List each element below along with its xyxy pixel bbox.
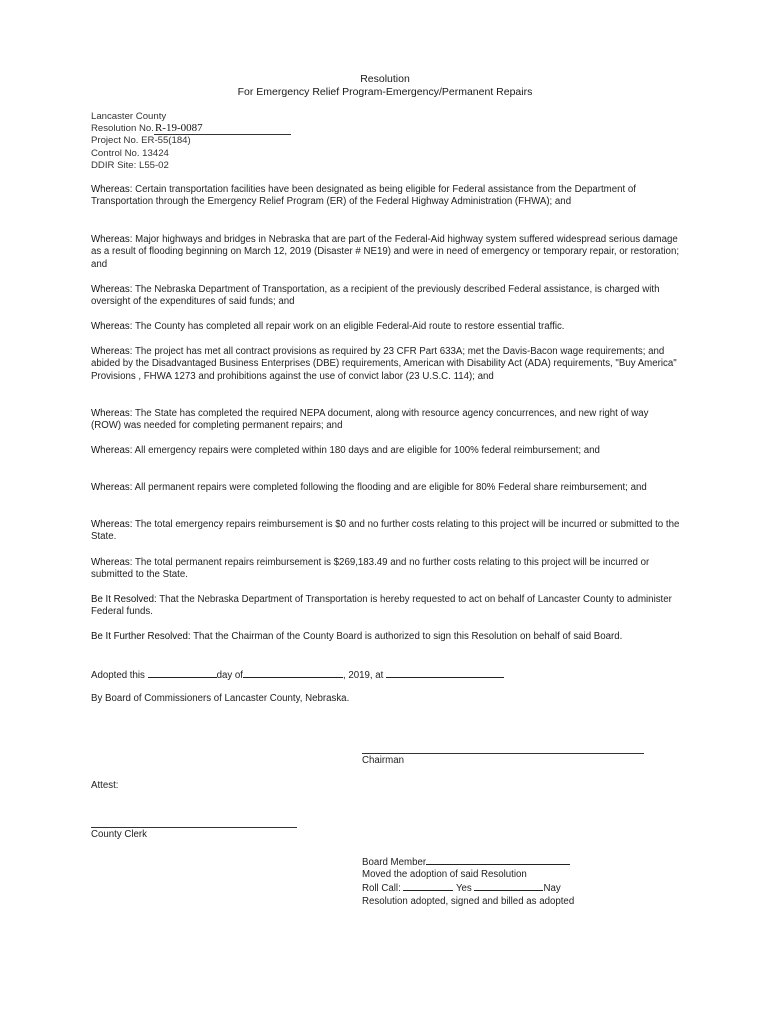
board-member-label: Board Member — [362, 857, 427, 868]
resolution-label: Resolution No. — [91, 123, 154, 135]
adopted-day-blank[interactable] — [148, 668, 217, 678]
board-commissioners-line: By Board of Commissioners of Lancaster County, Nebraska. — [91, 693, 350, 704]
paragraph-text: Major highways and bridges in Nebraska that are part of the Federal-Aid highway system suffered widespread serious damage as a result of flooding beginning on March 12, 2019 (Disaster # NE19) and were in need of emergency or temporary repair, or restoration; and — [91, 234, 680, 270]
paragraph-whereas-10 — [91, 557, 681, 582]
adopted-year: , 2019, at — [342, 670, 387, 681]
document-subtitle: For Emergency Relief Program-Emergency/Permanent Repairs — [237, 86, 533, 98]
paragraph-be-it-further-resolved — [91, 631, 681, 643]
paragraph-lead: Whereas: — [91, 234, 133, 245]
board-member-blank[interactable] — [426, 855, 570, 865]
resolution-number: R-19-0087 — [154, 123, 291, 135]
paragraph-whereas-9 — [91, 519, 681, 544]
paragraph-text: The total permanent repairs reimbursement is $269,183.49 and no further costs relating to this project will be incurred or submitted to the State. — [91, 557, 650, 581]
yes-label: Yes — [453, 883, 475, 895]
paragraph-whereas-5 — [91, 346, 681, 383]
chairman-label: Chairman — [362, 755, 404, 766]
paragraph-text: The County has completed all repair work on an eligible Federal-Aid route to restore essential traffic. — [132, 321, 565, 332]
nay-label: Nay — [543, 883, 561, 895]
ddir-site: DDIR Site: L55-02 — [91, 159, 169, 171]
county-clerk-label: County Clerk — [91, 829, 147, 840]
adopted-location-blank[interactable] — [386, 668, 504, 678]
chairman-signature-line[interactable] — [362, 753, 644, 754]
adopted-month-blank[interactable] — [243, 668, 343, 678]
roll-call-row — [362, 881, 574, 895]
paragraph-whereas-6 — [91, 408, 681, 433]
county-clerk-signature-line[interactable] — [91, 827, 297, 828]
document-title: Resolution — [360, 73, 410, 85]
paragraph-whereas-8 — [91, 482, 681, 494]
paragraph-lead: Whereas: — [91, 519, 133, 530]
roll-call-yes-blank[interactable] — [403, 881, 453, 891]
adopted-day-of: day of — [216, 670, 243, 681]
paragraph-whereas-3 — [91, 284, 681, 309]
paragraph-lead: Whereas: — [91, 346, 133, 357]
resolution-adopted-text: Resolution adopted, signed and billed as adopted — [362, 895, 575, 907]
adopted-prefix: Adopted this — [91, 670, 148, 681]
paragraph-text: That the Chairman of the County Board is authorized to sign this Resolution on behalf of said Board. — [190, 631, 623, 642]
paragraph-text: The Nebraska Department of Transportation, as a recipient of the previously described Federal assistance, is charged with oversight of the expenditures of said funds; and — [91, 284, 660, 308]
paragraph-whereas-1 — [91, 184, 681, 209]
paragraph-lead: Whereas: — [91, 408, 133, 419]
paragraph-text: All emergency repairs were completed within 180 days and are eligible for 100% federal reimbursement; and — [132, 445, 600, 456]
paragraph-be-it-resolved — [91, 594, 681, 619]
roll-call-nay-blank[interactable] — [474, 881, 543, 891]
moved-adoption-text: Moved the adoption of said Resolution — [362, 869, 527, 881]
paragraph-lead: Whereas: — [91, 284, 133, 295]
roll-call-block — [362, 855, 574, 908]
county-name: Lancaster County — [91, 111, 167, 122]
roll-call-label: Roll Call: — [362, 883, 404, 895]
paragraph-lead: Be It Resolved: — [91, 594, 157, 605]
paragraph-whereas-2 — [91, 234, 681, 271]
paragraph-text: The total emergency repairs reimbursement is $0 and no further costs relating to this project will be incurred or submitted to the State. — [91, 519, 680, 543]
paragraph-text: All permanent repairs were completed following the flooding and are eligible for 80% Federal share reimbursement; and — [132, 482, 647, 493]
adopted-line — [91, 668, 681, 682]
paragraph-text: The project has met all contract provisions as required by 23 CFR Part 633A; met the Davis-Bacon wage requirements; and abided by the Disadvantaged Business Enterprises (DBE) requirements, American with Disability Act (ADA) requirements, "Buy America" Provisions , FHWA 1273 and prohibitions against the use of convict labor (23 U.S.C. 114); and — [91, 346, 677, 382]
paragraph-lead: Whereas: — [91, 184, 133, 195]
paragraph-lead: Whereas: — [91, 557, 133, 568]
board-member-row — [362, 855, 574, 869]
project-number: Project No. ER-55(184) — [91, 135, 191, 147]
paragraph-whereas-4 — [91, 321, 681, 333]
paragraph-lead: Be It Further Resolved: — [91, 631, 191, 642]
paragraph-text: Certain transportation facilities have been designated as being eligible for Federal assistance from the Department of Transportation through the Emergency Relief Program (ER) of the Federal Highway Administration (FHWA); and — [91, 184, 636, 208]
attest-label: Attest: — [91, 780, 119, 791]
resolution-number-row — [91, 123, 291, 135]
header-block — [91, 111, 291, 172]
paragraph-text: The State has completed the required NEPA document, along with resource agency concurrences, and new right of way (ROW) was needed for completing permanent repairs; and — [91, 408, 649, 432]
paragraph-text: That the Nebraska Department of Transportation is hereby requested to act on behalf of Lancaster County to administer Federal funds. — [91, 594, 672, 618]
control-number: Control No. 13424 — [91, 147, 169, 159]
paragraph-lead: Whereas: — [91, 321, 133, 332]
paragraph-lead: Whereas: — [91, 445, 133, 456]
paragraph-lead: Whereas: — [91, 482, 133, 493]
paragraph-whereas-7 — [91, 445, 681, 457]
